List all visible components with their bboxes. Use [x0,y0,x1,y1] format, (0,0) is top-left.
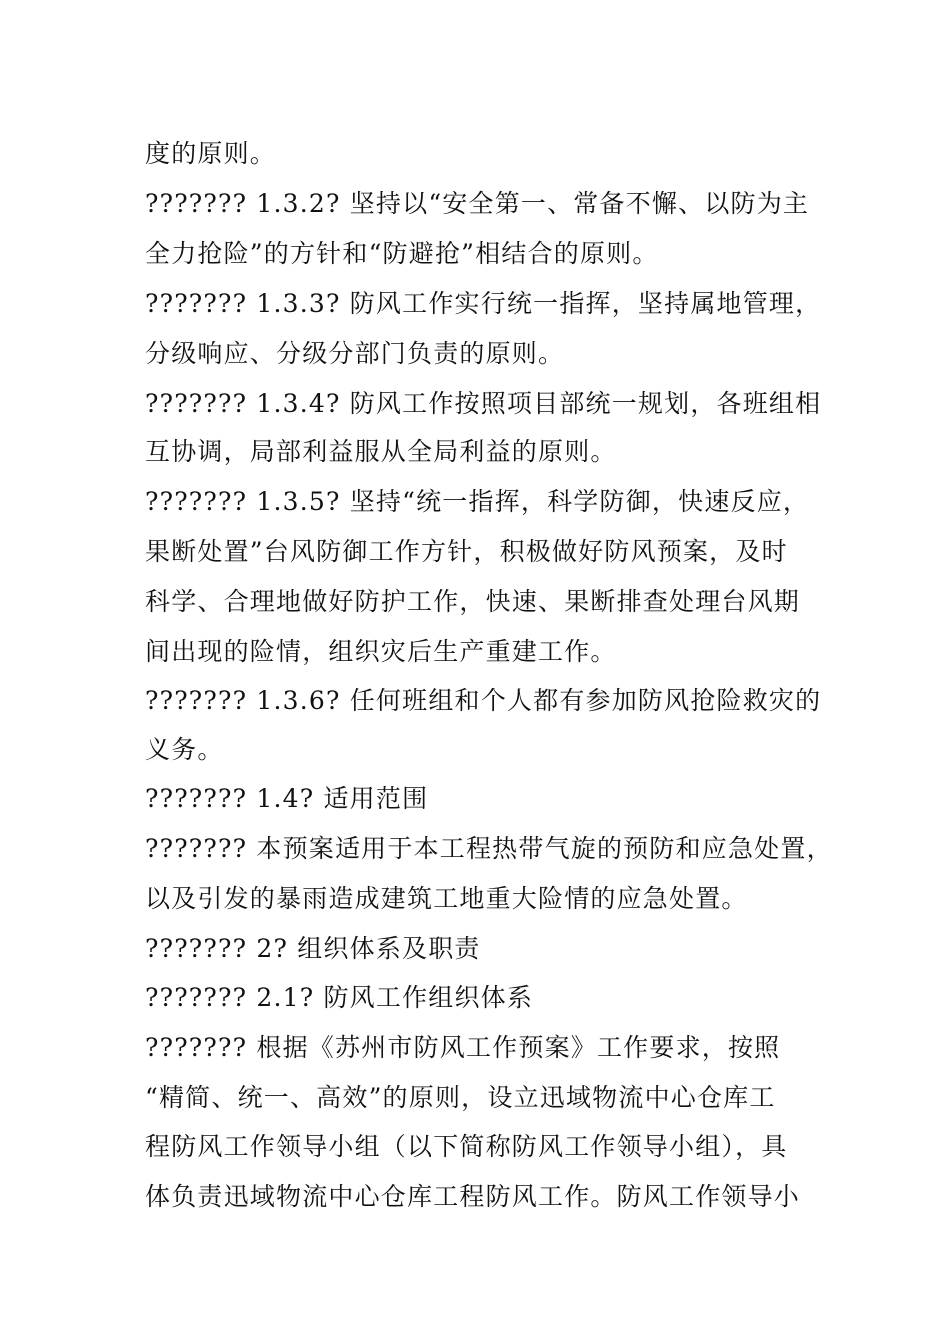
text-line: 全力抢险”的方针和“防避抢”相结合的原则。 [145,239,659,268]
text-line: 程防风工作领导小组（以下简称防风工作领导小组），具 [145,1132,788,1161]
text-line: 科学、合理地做好防护工作，快速、果断排查处理台风期 [145,587,801,616]
text-line: 果断处置”台风防御工作方针，积极做好防风预案，及时 [145,537,788,566]
text-line: ??????? 1.3.5? 坚持“统一指挥，科学防御，快速反应， [145,487,810,516]
text-line: ??????? 2.1? 防风工作组织体系 [145,983,534,1012]
text-line: 分级响应、分级分部门负责的原则。 [145,339,565,368]
text-line: ??????? 1.3.3? 防风工作实行统一指挥，坚持属地管理， [145,289,822,318]
text-line: ??????? 1.3.4? 防风工作按照项目部统一规划，各班组相 [145,389,822,418]
text-line: ??????? 根据《苏州市防风工作预案》工作要求，按照 [145,1033,781,1062]
text-line: 义务。 [145,735,224,764]
text-line: ??????? 1.3.6? 任何班组和个人都有参加防风抢险救灾的 [145,686,822,715]
text-line: ??????? 2? 组织体系及职责 [145,934,481,963]
text-line: 互协调，局部利益服从全局利益的原则。 [145,437,617,466]
text-line: ??????? 1.3.2? 坚持以“安全第一、常备不懈、以防为主 [145,189,810,218]
text-line: ??????? 本预案适用于本工程热带气旋的预防和应急处置， [145,834,833,863]
text-line: ??????? 1.4? 适用范围 [145,784,429,813]
text-line: 体负责迅域物流中心仓库工程防风工作。防风工作领导小 [145,1182,801,1211]
text-line: 度的原则。 [145,139,277,168]
text-line: “精简、统一、高效”的原则，设立迅域物流中心仓库工 [145,1083,776,1112]
text-line: 间出现的险情，组织灾后生产重建工作。 [145,637,617,666]
text-line: 以及引发的暴雨造成建筑工地重大险情的应急处置。 [145,884,748,913]
